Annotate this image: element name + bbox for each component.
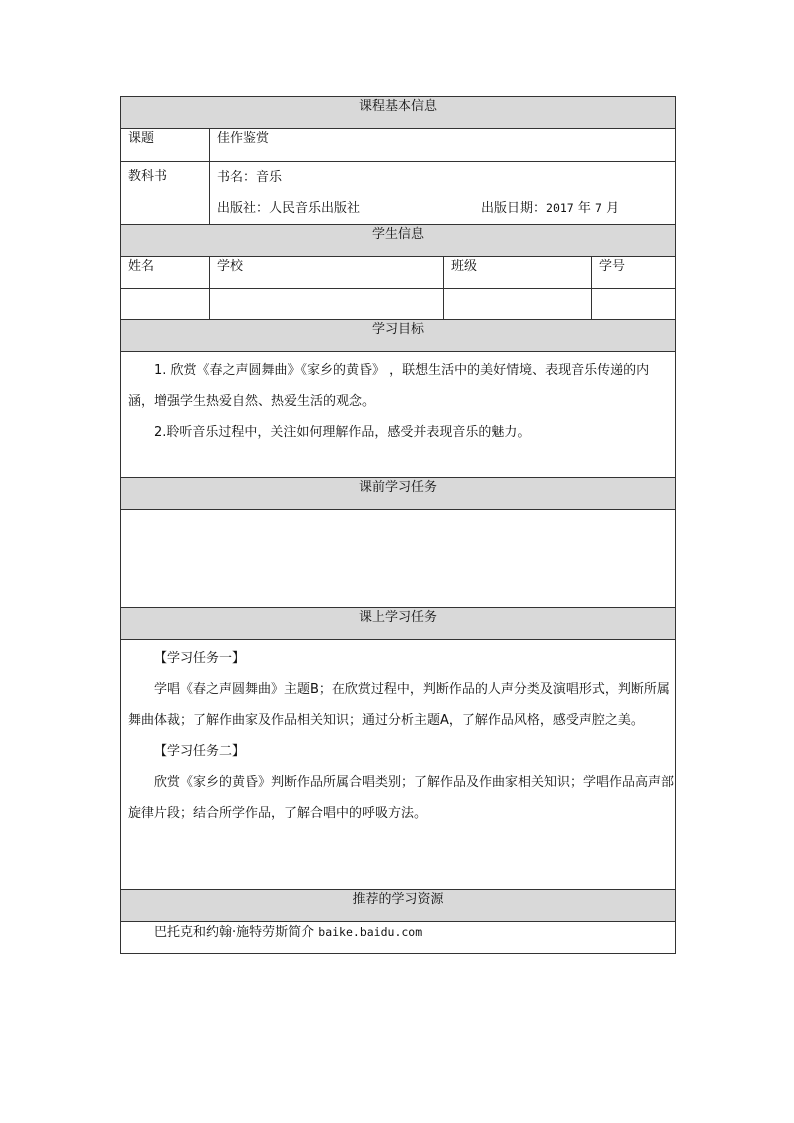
topic-label: 课题 [121, 129, 210, 162]
student-name-cell[interactable] [121, 289, 210, 320]
objectives-body [121, 352, 676, 478]
textbook-label: 教科书 [121, 162, 210, 225]
objective-item: 1. 欣赏《春之声圆舞曲》《家乡的黄昏》 ，联想生活中的美好情境、表现音乐传递的内涵，增强学生热爱自然、热爱生活的观念。 [128, 363, 650, 409]
course-table [120, 96, 676, 954]
task2-title: 【学习任务二】 [154, 744, 246, 759]
task2-body: 欣赏《家乡的黄昏》判断作品所属合唱类别；了解作品及作曲家相关知识；学唱作品高声部旋律片段；结合所学作品，了解合唱中的呼吸方法。 [128, 775, 675, 821]
in-class-body [121, 640, 676, 890]
student-name-header: 姓名 [121, 257, 210, 289]
resource-text: 巴托克和约翰·施特劳斯简介 [154, 925, 315, 940]
topic-value: 佳作鉴赏 [210, 129, 676, 162]
resource-item [121, 922, 676, 954]
publisher: 出版社：人民音乐出版社 [217, 201, 361, 216]
in-class-header: 课上学习任务 [121, 608, 676, 640]
publication-date [481, 193, 619, 224]
resources-header: 推荐的学习资源 [121, 890, 676, 922]
pre-class-body [121, 510, 676, 608]
student-id-header: 学号 [592, 257, 676, 289]
pub-date-year: 2017 [546, 201, 574, 215]
textbook-details [210, 162, 676, 225]
task1-title: 【学习任务一】 [154, 651, 246, 666]
resource-link[interactable]: baike.baidu.com [318, 925, 423, 939]
objective-item: 2.聆听音乐过程中，关注如何理解作品，感受并表现音乐的魅力。 [154, 425, 531, 440]
pre-class-header: 课前学习任务 [121, 478, 676, 510]
pub-date-month-unit: 月 [606, 201, 620, 216]
publisher-line [217, 193, 675, 224]
student-info-header: 学生信息 [121, 225, 676, 257]
student-class-header: 班级 [444, 257, 592, 289]
pub-date-label: 出版日期： [481, 201, 547, 216]
task1-body: 学唱《春之声圆舞曲》主题B；在欣赏过程中，判断作品的人声分类及演唱形式，判断所属舞曲体裁；了解作曲家及作品相关知识；通过分析主题A，了解作品风格，感受声腔之美。 [128, 682, 670, 728]
book-name: 书名：音乐 [217, 170, 283, 185]
course-info-header: 课程基本信息 [121, 97, 676, 129]
objectives-header: 学习目标 [121, 320, 676, 352]
student-school-header: 学校 [210, 257, 444, 289]
student-school-cell[interactable] [210, 289, 444, 320]
student-class-cell[interactable] [444, 289, 592, 320]
student-id-cell[interactable] [592, 289, 676, 320]
pub-date-year-unit: 年 [577, 201, 591, 216]
pub-date-month: 7 [595, 201, 602, 215]
